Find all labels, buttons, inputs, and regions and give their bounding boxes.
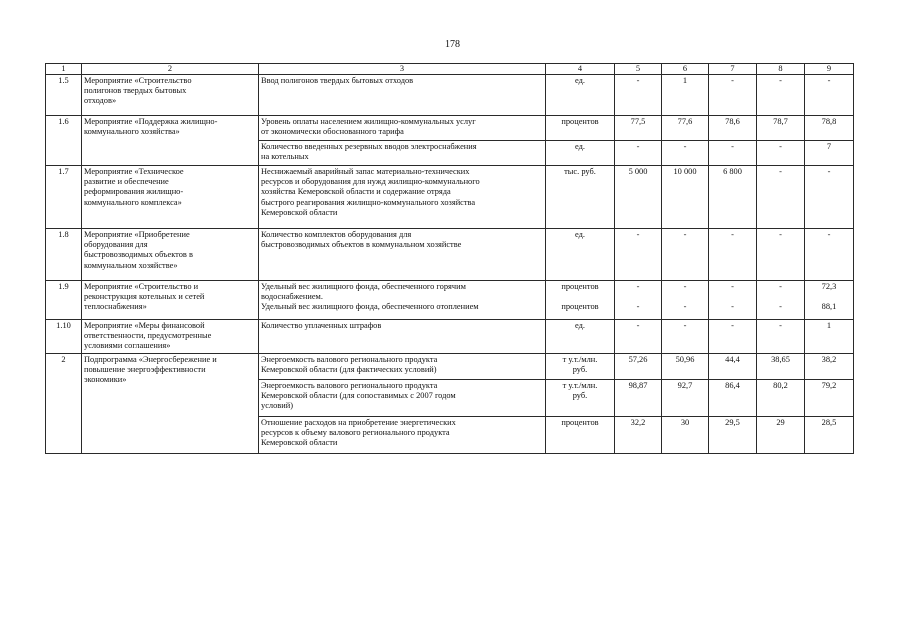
value-cell: 57,26 bbox=[615, 354, 662, 380]
value-cell: 5 000 bbox=[615, 166, 662, 229]
row-number: 1.10 bbox=[46, 320, 82, 354]
table-row bbox=[46, 166, 854, 229]
measure-line: экономики» bbox=[84, 375, 127, 385]
value-cell: 79,2 bbox=[805, 380, 854, 417]
indicator-line: Количество введенных резервных вводов электроснабжения bbox=[261, 142, 477, 151]
value-cell: 77,5 bbox=[615, 116, 662, 141]
col-header-6: 6 bbox=[662, 64, 709, 75]
indicator-line: водоснабжением. bbox=[261, 292, 323, 302]
value-cell: 38,65 bbox=[757, 354, 805, 380]
value-cell: 78,8 bbox=[805, 116, 854, 141]
measure-cell bbox=[82, 75, 259, 116]
value-cell: 78,6 bbox=[709, 116, 757, 141]
col-header-7: 7 bbox=[709, 64, 757, 75]
indicator-cell bbox=[259, 354, 546, 380]
measure-line: реконструкция котельных и сетей bbox=[84, 292, 205, 302]
value-cell: 28,5 bbox=[805, 417, 854, 454]
value-line: - bbox=[731, 282, 734, 291]
indicator-cell bbox=[259, 281, 546, 320]
indicator-line: Отношение расходов на приобретение энергетических bbox=[261, 418, 456, 427]
value-cell: - bbox=[757, 75, 805, 116]
value-cell: 1 bbox=[805, 320, 854, 354]
indicator-line: от экономически обоснованного тарифа bbox=[261, 127, 404, 137]
unit-cell: процентов bbox=[546, 417, 615, 454]
unit-cell: тыс. руб. bbox=[546, 166, 615, 229]
indicator-line: хозяйства Кемеровской области и содержание отряда bbox=[261, 187, 451, 197]
indicator-cell bbox=[259, 116, 546, 141]
measure-line: Мероприятие «Строительство и bbox=[84, 282, 199, 291]
value-cell bbox=[615, 281, 662, 320]
measure-line: развитие и обеспечение bbox=[84, 177, 169, 187]
col-header-2: 2 bbox=[82, 64, 259, 75]
value-cell: 98,87 bbox=[615, 380, 662, 417]
value-line: 72,3 bbox=[821, 282, 837, 291]
value-cell: - bbox=[709, 229, 757, 281]
indicator-line: быстрого реагирования жилищно-коммунального хозяйства bbox=[261, 197, 476, 207]
indicator-line: Удельный вес жилищного фонда, обеспеченного отоплением bbox=[261, 302, 479, 312]
unit-line: руб. bbox=[572, 365, 588, 375]
value-cell: - bbox=[615, 75, 662, 116]
col-header-4: 4 bbox=[546, 64, 615, 75]
unit-cell bbox=[546, 380, 615, 417]
value-cell: - bbox=[615, 320, 662, 354]
measure-cell bbox=[82, 229, 259, 281]
indicator-cell bbox=[259, 417, 546, 454]
value-line: - bbox=[636, 282, 640, 291]
value-cell: 86,4 bbox=[709, 380, 757, 417]
value-cell bbox=[662, 281, 709, 320]
value-cell: 44,4 bbox=[709, 354, 757, 380]
unit-cell: ед. bbox=[546, 229, 615, 281]
value-cell: - bbox=[662, 141, 709, 166]
value-cell: 38,2 bbox=[805, 354, 854, 380]
value-cell: - bbox=[805, 75, 854, 116]
value-cell: 77,6 bbox=[662, 116, 709, 141]
value-cell: 6 800 bbox=[709, 166, 757, 229]
indicators-table bbox=[45, 63, 854, 454]
value-line: - bbox=[779, 282, 782, 291]
indicator-cell bbox=[259, 229, 546, 281]
row-number: 1.7 bbox=[46, 166, 82, 229]
unit-line: т у.т./млн. bbox=[562, 381, 598, 390]
measure-line: теплоснабжения» bbox=[84, 302, 147, 312]
indicator-line: Кемеровской области bbox=[261, 438, 338, 448]
value-cell: - bbox=[709, 75, 757, 116]
value-line: - bbox=[779, 302, 782, 312]
value-cell bbox=[709, 281, 757, 320]
col-header-8: 8 bbox=[757, 64, 805, 75]
header-row bbox=[46, 64, 854, 75]
row-number: 1.8 bbox=[46, 229, 82, 281]
measure-cell bbox=[82, 281, 259, 320]
unit-cell: ед. bbox=[546, 141, 615, 166]
measure-line: Подпрограмма «Энергосбережение и bbox=[84, 355, 217, 364]
measure-line: реформирования жилищно- bbox=[84, 187, 184, 197]
value-cell: 80,2 bbox=[757, 380, 805, 417]
value-cell bbox=[757, 281, 805, 320]
value-cell: 30 bbox=[662, 417, 709, 454]
indicator-line: Кемеровской области (для фактических условий) bbox=[261, 365, 437, 375]
indicator-line: Кемеровской области (для сопоставимых с 2007 годом bbox=[261, 391, 456, 401]
col-header-1: 1 bbox=[46, 64, 82, 75]
value-cell: 50,96 bbox=[662, 354, 709, 380]
table-row bbox=[46, 229, 854, 281]
indicator-line: Количество уплаченных штрафов bbox=[261, 321, 382, 330]
measure-line: Мероприятие «Приобретение bbox=[84, 230, 190, 239]
value-cell: - bbox=[615, 229, 662, 281]
value-line: - bbox=[731, 302, 734, 312]
value-line: 88,1 bbox=[821, 302, 837, 312]
col-header-5: 5 bbox=[615, 64, 662, 75]
value-cell: - bbox=[662, 229, 709, 281]
value-cell bbox=[805, 281, 854, 320]
row-number: 2 bbox=[46, 354, 82, 454]
table-row bbox=[46, 281, 854, 320]
unit-cell: процентов bbox=[546, 116, 615, 141]
row-number: 1.5 bbox=[46, 75, 82, 116]
value-cell: - bbox=[615, 141, 662, 166]
measure-line: Мероприятие «Меры финансовой bbox=[84, 321, 205, 330]
unit-line: процентов bbox=[561, 302, 599, 312]
indicator-line: Кемеровской области bbox=[261, 207, 338, 217]
indicator-line: Удельный вес жилищного фонда, обеспеченного горячим bbox=[261, 282, 466, 291]
unit-cell bbox=[546, 354, 615, 380]
indicator-line: ресурсов к объему валового регионального продукта bbox=[261, 428, 450, 438]
value-cell: 29,5 bbox=[709, 417, 757, 454]
indicator-line: Энергоемкость валового регионального продукта bbox=[261, 381, 438, 390]
measure-line: коммунального комплекса» bbox=[84, 197, 182, 207]
measure-line: Мероприятие «Поддержка жилищно- bbox=[84, 117, 218, 126]
measure-line: повышение энергоэффективности bbox=[84, 365, 206, 375]
indicator-line: на котельных bbox=[261, 152, 309, 162]
indicator-cell bbox=[259, 75, 546, 116]
measure-line: отходов» bbox=[84, 96, 117, 106]
measure-cell bbox=[82, 320, 259, 354]
page-number: 178 bbox=[445, 39, 460, 50]
indicator-line: Уровень оплаты населением жилищно-коммунальных услуг bbox=[261, 117, 476, 126]
unit-cell: ед. bbox=[546, 320, 615, 354]
value-cell: - bbox=[709, 141, 757, 166]
value-cell: - bbox=[709, 320, 757, 354]
row-number: 1.6 bbox=[46, 116, 82, 166]
value-cell: 1 bbox=[662, 75, 709, 116]
indicator-line: Количество комплектов оборудования для bbox=[261, 230, 412, 239]
table-row bbox=[46, 116, 854, 141]
col-header-3: 3 bbox=[259, 64, 546, 75]
value-cell: 7 bbox=[805, 141, 854, 166]
measure-line: коммунального хозяйства» bbox=[84, 127, 180, 137]
measure-line: оборудования для bbox=[84, 240, 148, 250]
value-cell: - bbox=[805, 166, 854, 229]
indicator-line: условий) bbox=[261, 401, 293, 411]
measure-line: Мероприятие «Строительство bbox=[84, 76, 192, 85]
value-cell: - bbox=[805, 229, 854, 281]
measure-line: быстровозводимых объектов в bbox=[84, 250, 193, 260]
value-cell: 32,2 bbox=[615, 417, 662, 454]
indicator-cell bbox=[259, 320, 546, 354]
value-cell: - bbox=[757, 320, 805, 354]
measure-cell bbox=[82, 354, 259, 454]
value-cell: 92,7 bbox=[662, 380, 709, 417]
measure-cell bbox=[82, 166, 259, 229]
value-cell: 78,7 bbox=[757, 116, 805, 141]
unit-line: т у.т./млн. bbox=[562, 355, 598, 364]
value-line: - bbox=[683, 302, 687, 312]
table-row bbox=[46, 320, 854, 354]
indicator-cell bbox=[259, 166, 546, 229]
indicator-line: Неснижаемый аварийный запас материально-технических bbox=[261, 167, 470, 176]
indicator-line: ресурсов и оборудования для нужд жилищно-коммунального bbox=[261, 177, 480, 187]
indicator-cell bbox=[259, 380, 546, 417]
indicator-line: Ввод полигонов твердых бытовых отходов bbox=[261, 76, 414, 85]
value-line: - bbox=[636, 302, 640, 312]
unit-cell: ед. bbox=[546, 75, 615, 116]
measure-line: Мероприятие «Техническое bbox=[84, 167, 184, 176]
measure-line: полигонов твердых бытовых bbox=[84, 86, 187, 96]
measure-line: ответственности, предусмотренные bbox=[84, 331, 212, 341]
measure-line: коммунальном хозяйстве» bbox=[84, 260, 178, 270]
value-cell: - bbox=[662, 320, 709, 354]
unit-line: руб. bbox=[572, 391, 588, 401]
value-cell: - bbox=[757, 229, 805, 281]
measure-cell bbox=[82, 116, 259, 166]
value-cell: - bbox=[757, 166, 805, 229]
indicator-line: Энергоемкость валового регионального продукта bbox=[261, 355, 438, 364]
value-cell: - bbox=[757, 141, 805, 166]
unit-line: процентов bbox=[561, 282, 599, 291]
row-number: 1.9 bbox=[46, 281, 82, 320]
unit-cell bbox=[546, 281, 615, 320]
table-row bbox=[46, 354, 854, 380]
value-line: - bbox=[683, 282, 687, 291]
indicator-cell bbox=[259, 141, 546, 166]
measure-line: условиями соглашения» bbox=[84, 341, 171, 351]
value-cell: 10 000 bbox=[662, 166, 709, 229]
table-row bbox=[46, 75, 854, 116]
indicator-line: быстровозводимых объектов в коммунальном хозяйстве bbox=[261, 240, 462, 250]
value-cell: 29 bbox=[757, 417, 805, 454]
col-header-9: 9 bbox=[805, 64, 854, 75]
